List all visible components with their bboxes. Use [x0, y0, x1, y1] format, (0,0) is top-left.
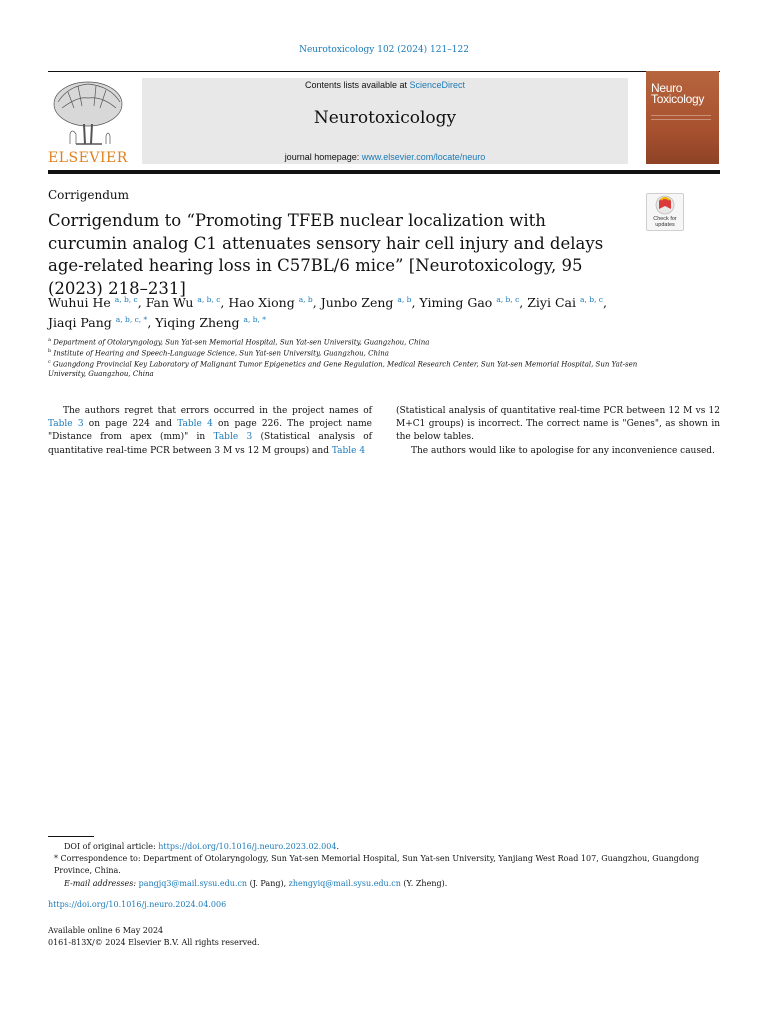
body-paragraph: The authors regret that errors occurred in the project names of Table 3 on page 224 and Table 4 on page 226. The project name "Distance from apex (mm)" in Table 3 (Statistical analysis of quantitative real-time PCR between 3 M vs 12 M groups) and Table 4: [48, 406, 372, 456]
correspondence-note: * Correspondence to: Department of Otolaryngology, Sun Yat-sen Memorial Hospital, Sun Yat-sen University, Yanjiang West Road 107, Guangzhou, Guangdong Province, China.: [54, 854, 700, 875]
check-updates-label: Check for updates: [653, 216, 677, 228]
author[interactable]: Ziyi Cai $^{a, b, c}$: [527, 295, 603, 311]
available-online-date: Available online 6 May 2024: [48, 926, 164, 935]
author[interactable]: Hao Xiong $^{a, b}$: [228, 295, 313, 311]
check-updates-icon: [647, 194, 683, 216]
check-for-updates-button[interactable]: [646, 193, 684, 231]
cover-decoration: [651, 119, 711, 120]
author-list: Wuhui He $^{a, b, c}$, Fan Wu $^{a, b, c}$, Hao Xiong $^{a, b}$, Junbo Zeng $^{a, b}$, Yiming Gao $^{a, b, c}$, Ziyi Cai $^{a, b, c}$, Jiaqi Pang $^{a, b, c, *}$, Yiqing Zheng $^{a, b, *}$: [48, 295, 607, 331]
author[interactable]: Fan Wu $^{a, b, c}$: [145, 295, 221, 311]
original-doi-link[interactable]: https://doi.org/10.1016/j.neuro.2023.02.004: [158, 842, 337, 851]
table4-link[interactable]: Table 4: [177, 419, 213, 430]
header-thick-rule: [48, 170, 720, 174]
article-doi-link[interactable]: https://doi.org/10.1016/j.neuro.2024.04.006: [48, 900, 227, 909]
cover-title-line-2: Toxicology: [651, 92, 705, 106]
journal-cover-thumbnail[interactable]: [646, 71, 719, 164]
affiliation: $^a$ Department of Otolaryngology, Sun Yat-sen Memorial Hospital, Sun Yat-sen University, Guangzhou, China: [48, 337, 430, 347]
author[interactable]: Yiqing Zheng $^{a, b, *}$: [155, 315, 267, 331]
table4-link[interactable]: Table 4: [331, 445, 366, 456]
body-column-right: [396, 405, 720, 458]
sciencedirect-link[interactable]: ScienceDirect: [409, 80, 466, 90]
contents-available-line: [142, 80, 628, 90]
body-column-left: [48, 405, 372, 458]
article-type: Corrigendum: [48, 188, 130, 202]
email-link[interactable]: pangjq3@mail.sysu.edu.cn: [138, 879, 248, 888]
footnote-rule: [48, 836, 94, 837]
homepage-link[interactable]: www.elsevier.com/locate/neuro: [361, 152, 486, 162]
body-paragraph-continued: (Statistical analysis of quantitative real-time PCR between 12 M vs 12 M+C1 groups) is incorrect. The correct name is "Genes", as shown in the below tables.: [396, 406, 720, 443]
author[interactable]: Jiaqi Pang $^{a, b, c, *}$: [48, 315, 148, 331]
email-note: E-mail addresses: pangjq3@mail.sysu.edu.cn (J. Pang), zhengyiq@mail.sysu.edu.cn (Y. Zheng).: [64, 879, 448, 888]
table3-link[interactable]: Table 3: [48, 419, 84, 430]
cover-decoration: [651, 115, 711, 116]
cover-title: [651, 83, 704, 105]
homepage-label: journal homepage:: [284, 152, 362, 162]
journal-name[interactable]: Neurotoxicology: [313, 108, 457, 128]
contents-prefix: Contents lists available at: [304, 80, 410, 90]
original-doi-note: DOI of original article: https://doi.org/10.1016/j.neuro.2023.02.004.: [64, 842, 339, 851]
copyright-line: 0161-813X/© 2024 Elsevier B.V. All rights reserved.: [48, 938, 260, 947]
table3-link[interactable]: Table 3: [213, 432, 253, 443]
publisher-name[interactable]: ELSEVIER: [48, 150, 128, 166]
article-title: Corrigendum to “Promoting TFEB nuclear localization with curcumin analog C1 attenuates sensory hair cell injury and delays age-related hearing loss in C57BL/6 mice” [Neurotoxicology, 95 (2023) 218–231]: [48, 211, 604, 298]
affiliation: $^b$ Institute of Hearing and Speech-Language Science, Sun Yat-sen University, Guangzhou, China: [48, 348, 389, 358]
journal-homepage-line: [142, 152, 628, 162]
email-link[interactable]: zhengyiq@mail.sysu.edu.cn: [288, 879, 401, 888]
author[interactable]: Wuhui He $^{a, b, c}$: [48, 295, 138, 311]
cover-title-line-1: Neuro: [651, 81, 683, 95]
author[interactable]: Yiming Gao $^{a, b, c}$: [419, 295, 520, 311]
header-rule: [48, 71, 720, 72]
journal-citation[interactable]: Neurotoxicology 102 (2024) 121–122: [299, 45, 469, 55]
body-paragraph: The authors would like to apologise for any inconvenience caused.: [411, 445, 715, 456]
author[interactable]: Junbo Zeng $^{a, b}$: [320, 295, 412, 311]
affiliation: $^c$ Guangdong Provincial Key Laboratory of Malignant Tumor Epigenetics and Gene Regulation, Medical Research Center, Sun Yat-sen Memorial Hospital, Sun Yat-sen University, Guangzhou, China: [48, 359, 638, 379]
